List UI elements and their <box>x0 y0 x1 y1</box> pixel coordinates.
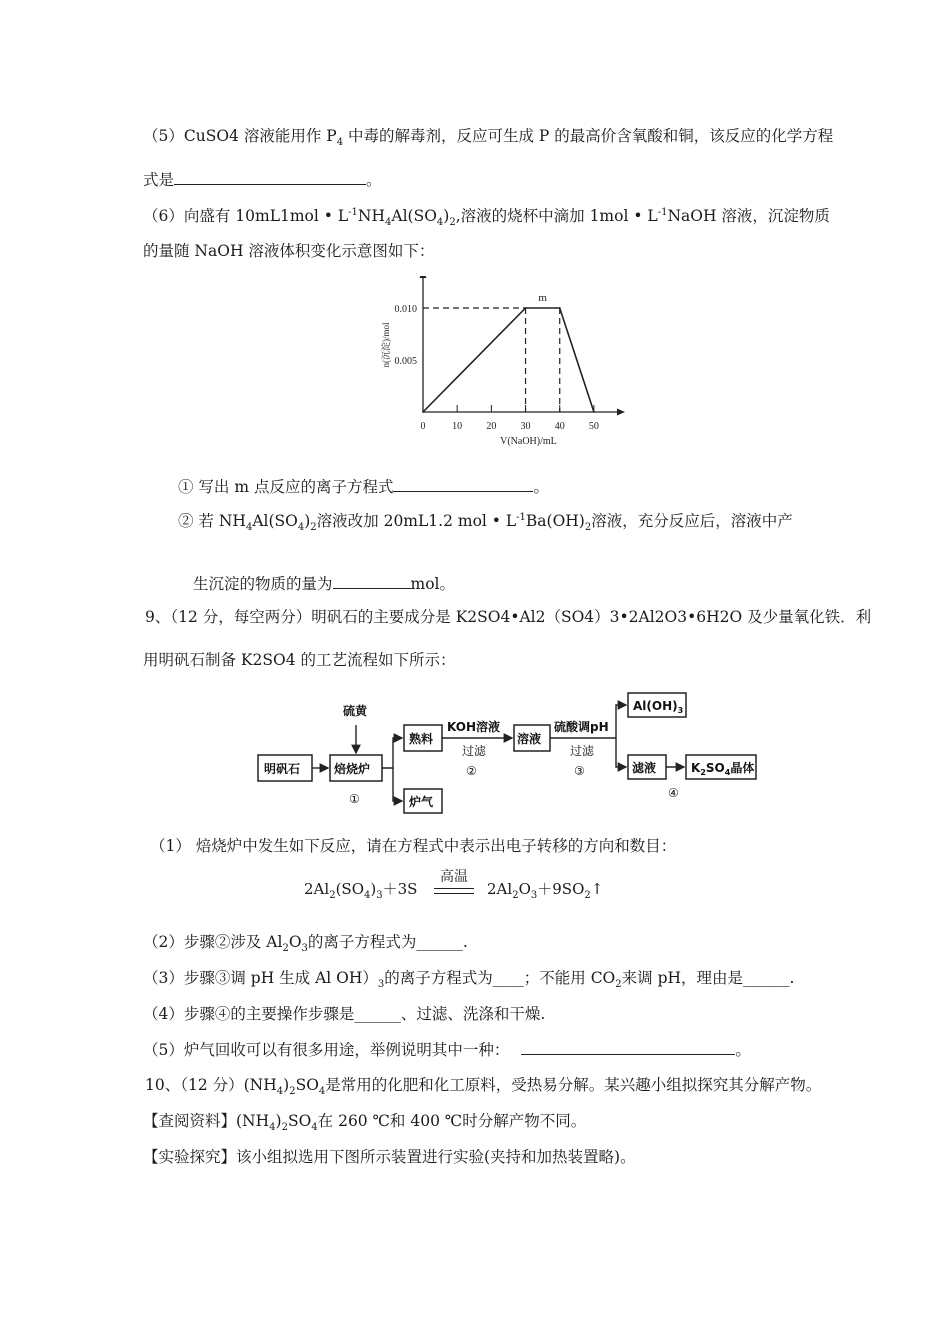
arrow <box>393 768 402 801</box>
q9-part3: （3）步骤③调 pH 生成 Al $OH)_3$的离子方程式为____；不能用 $CO_2$来调 pH，理由是______. <box>143 969 795 991</box>
answer-blank[interactable] <box>521 1040 735 1055</box>
q10-experiment: 【实验探究】该小组拟选用下图所示装置进行实验(夹持和加热装置略)。 <box>143 1148 636 1166</box>
flow-filter2: 过滤 <box>570 744 595 758</box>
flow-gas: 炉气 <box>409 795 434 809</box>
arrow <box>382 738 402 768</box>
q10-intro: 10、（12 分）$(NH_4)_2SO_4$是常用的化肥和化工原料，受热易分解。某兴趣小组拟探究其分解产物。 <box>145 1076 822 1098</box>
x-tick-label: 20 <box>486 421 497 432</box>
data-point <box>593 411 595 413</box>
flow-filter1: 过滤 <box>462 744 487 758</box>
flow-solution: 溶液 <box>517 732 542 746</box>
q9-part1: （1） 焙烧炉中发生如下反应，请在方程式中表示出电子转移的方向和数目： <box>150 837 677 855</box>
y-tick-label: 0.010 <box>394 304 417 315</box>
equation-bar <box>434 888 474 889</box>
y-tick-label: 0.005 <box>394 356 417 367</box>
q9-part4: （4）步骤④的主要操作步骤是______、过滤、洗涤和干燥. <box>143 1005 546 1023</box>
x-tick-label: 40 <box>554 421 565 432</box>
q8-part5-line2: 式是 。 <box>143 171 382 189</box>
q9-part2: （2）步骤②涉及 $Al_2O_3$的离子方程式为______. <box>143 933 468 955</box>
x-tick-label: 0 <box>420 421 426 432</box>
flow-alum: 明矾石 <box>264 762 301 776</box>
q9-intro-line2: 用明矾石制备 K2SO4 的工艺流程如下所示： <box>143 651 456 669</box>
q10-reference: 【查阅资料】$(NH_4)_2SO_4$在 260 ℃和 400 ℃时分解产物不同。 <box>143 1112 587 1134</box>
flow-step1: ① <box>349 792 360 806</box>
flow-step4: ④ <box>668 786 679 800</box>
equation-condition: 高温 <box>440 869 468 885</box>
equation-right: $2Al_2O_3+9SO_2↑$ <box>487 880 604 901</box>
q8-sub2: ② 若 $NH_4Al(SO_4)_2$溶液改加 20mL1.2 mol • $L^{-1}Ba(OH)_2$溶液，充分反应后，溶液中产 <box>178 511 793 534</box>
y-axis-arrow <box>420 276 427 278</box>
flow-clinker: 熟料 <box>409 732 434 746</box>
process-flow-diagram <box>250 685 780 820</box>
point-label-m: m <box>538 292 547 304</box>
equation-bar <box>434 893 474 894</box>
flow-acid: 硫酸调pH <box>554 720 609 734</box>
equation-left: $2Al_2(SO_4)_3+3S$ <box>304 880 418 901</box>
data-point <box>525 307 527 309</box>
flow-filtrate: 滤液 <box>632 761 657 775</box>
x-axis-label: V(NaOH)/mL <box>500 436 557 447</box>
x-tick-label: 10 <box>452 421 463 432</box>
flow-step3: ③ <box>574 764 585 778</box>
data-point <box>422 411 424 413</box>
flow-aloh3: $Al(OH)_3$ <box>633 699 684 715</box>
q8-part6-line1: （6）向盛有 10mL1mol • $L^{-1}NH_4Al(SO_4)_2$,溶液的烧杯中滴加 1mol • $L^{-1}NaOH$ 溶液，沉淀物质 <box>143 206 830 229</box>
q8-sub1: ① 写出 m 点反应的离子方程式 。 <box>178 478 549 496</box>
precipitate-chart <box>380 276 630 456</box>
q8-part5-line1: （5）CuSO4 溶液能用作 $P_4$ 中毒的解毒剂，反应可生成 P 的最高价含氧酸和铜，该反应的化学方程 <box>143 127 834 149</box>
answer-blank[interactable] <box>393 477 533 492</box>
q8-sub2-line2: 生沉淀的物质的量为 mol。 <box>193 575 456 593</box>
answer-blank[interactable] <box>333 574 411 589</box>
flow-step2: ② <box>466 764 477 778</box>
x-tick-label: 30 <box>520 421 531 432</box>
x-axis-arrow <box>617 409 625 416</box>
q8-part6-line2: 的量随 NaOH 溶液体积变化示意图如下： <box>143 242 435 260</box>
answer-blank[interactable] <box>174 170 366 185</box>
flow-k2so4: $K_2SO_4$晶体 <box>691 761 755 777</box>
flow-sulfur: 硫黄 <box>343 704 368 718</box>
x-tick-label: 50 <box>588 421 599 432</box>
flow-furnace: 焙烧炉 <box>334 762 371 776</box>
flow-koh: KOH溶液 <box>447 720 501 734</box>
data-point <box>559 307 561 309</box>
y-axis-label: n(沉淀)/mol <box>381 322 391 368</box>
arrow <box>616 738 626 767</box>
q9-part5: （5）炉气回收可以有很多用途，举例说明其中一种： 。 <box>143 1041 751 1059</box>
q9-intro-line1: 9、（12 分，每空两分）明矾石的主要成分是 K2SO4•Al2（SO4）3•2Al2O3•6H2O 及少量氧化铁．利 <box>145 608 872 626</box>
series-line <box>423 308 594 412</box>
